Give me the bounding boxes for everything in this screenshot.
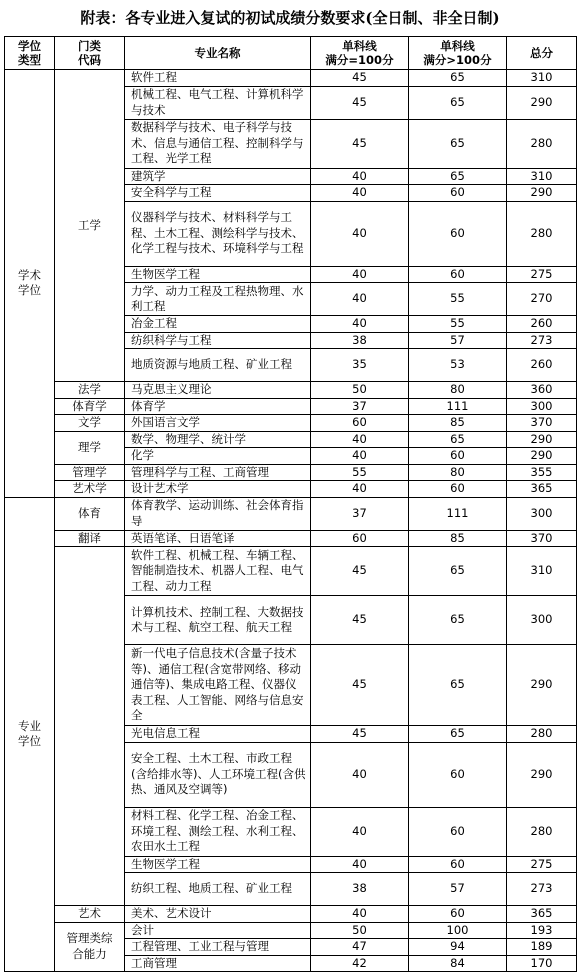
major-name-cell: 计算机技术、控制工程、大数据技术与工程、航空工程、航天工程 <box>125 596 311 645</box>
total-score-cell: 280 <box>507 201 577 266</box>
single-100-cell: 55 <box>311 464 409 481</box>
single-100-cell: 40 <box>311 283 409 316</box>
category-cell <box>55 547 125 906</box>
single-100-cell: 42 <box>311 955 409 972</box>
major-name-cell: 纺织工程、地质工程、矿业工程 <box>125 873 311 906</box>
major-name-cell: 马克思主义理论 <box>125 382 311 399</box>
single-100-cell: 40 <box>311 807 409 856</box>
header-single-100: 单科线 满分=100分 <box>311 37 409 70</box>
single-gt100-cell: 65 <box>409 86 507 119</box>
total-score-cell: 290 <box>507 86 577 119</box>
major-name-cell: 软件工程、机械工程、车辆工程、智能制造技术、机器人工程、电气工程、动力工程 <box>125 547 311 596</box>
single-100-cell: 40 <box>311 448 409 465</box>
single-gt100-cell: 80 <box>409 464 507 481</box>
major-name-cell: 管理科学与工程、工商管理 <box>125 464 311 481</box>
total-score-cell: 370 <box>507 415 577 432</box>
table-row <box>5 415 577 432</box>
total-score-cell: 365 <box>507 481 577 498</box>
single-100-cell: 40 <box>311 431 409 448</box>
single-100-cell: 50 <box>311 382 409 399</box>
single-gt100-cell: 65 <box>409 119 507 168</box>
single-100-cell: 45 <box>311 596 409 645</box>
single-100-cell: 38 <box>311 332 409 349</box>
header-category-code: 门类 代码 <box>55 37 125 70</box>
single-100-cell: 40 <box>311 316 409 333</box>
single-gt100-cell: 65 <box>409 726 507 743</box>
major-name-cell: 生物医学工程 <box>125 266 311 283</box>
single-100-cell: 37 <box>311 398 409 415</box>
total-score-cell: 300 <box>507 497 577 530</box>
single-gt100-cell: 60 <box>409 906 507 923</box>
single-100-cell: 40 <box>311 742 409 807</box>
total-score-cell: 310 <box>507 547 577 596</box>
major-name-cell: 力学、动力工程及工程热物理、水利工程 <box>125 283 311 316</box>
score-table <box>4 36 577 972</box>
category-cell: 体育 <box>55 497 125 530</box>
table-row <box>5 547 577 596</box>
page-title: 附表：各专业进入复试的初试成绩分数要求(全日制、非全日制) <box>80 9 500 27</box>
major-name-cell: 体育学 <box>125 398 311 415</box>
single-gt100-cell: 60 <box>409 201 507 266</box>
single-100-cell: 40 <box>311 168 409 185</box>
single-100-cell: 47 <box>311 939 409 956</box>
major-name-cell: 数学、物理学、统计学 <box>125 431 311 448</box>
single-gt100-cell: 60 <box>409 742 507 807</box>
single-gt100-cell: 111 <box>409 398 507 415</box>
single-100-cell: 40 <box>311 201 409 266</box>
total-score-cell: 280 <box>507 726 577 743</box>
major-name-cell: 生物医学工程 <box>125 856 311 873</box>
total-score-cell: 290 <box>507 431 577 448</box>
total-score-cell: 275 <box>507 856 577 873</box>
table-row <box>5 431 577 448</box>
single-gt100-cell: 111 <box>409 497 507 530</box>
single-100-cell: 60 <box>311 530 409 547</box>
single-gt100-cell: 65 <box>409 168 507 185</box>
major-name-cell: 工商管理 <box>125 955 311 972</box>
major-name-cell: 数据科学与技术、电子科学与技术、信息与通信工程、控制科学与工程、光学工程 <box>125 119 311 168</box>
single-100-cell: 45 <box>311 119 409 168</box>
table-row <box>5 530 577 547</box>
category-cell: 文学 <box>55 415 125 432</box>
total-score-cell: 275 <box>507 266 577 283</box>
major-name-cell: 美术、艺术设计 <box>125 906 311 923</box>
single-100-cell: 38 <box>311 873 409 906</box>
single-gt100-cell: 85 <box>409 415 507 432</box>
major-name-cell: 地质资源与地质工程、矿业工程 <box>125 349 311 382</box>
table-row <box>5 906 577 923</box>
header-total: 总分 <box>507 37 577 70</box>
degree-type-cell: 学术 学位 <box>5 70 55 498</box>
single-gt100-cell: 60 <box>409 856 507 873</box>
total-score-cell: 365 <box>507 906 577 923</box>
total-score-cell: 260 <box>507 316 577 333</box>
major-name-cell: 新一代电子信息技术(含量子技术等)、通信工程(含宽带网络、移动通信等)、集成电路工程、仪器仪表工程、人工智能、网络与信息安全 <box>125 645 311 726</box>
table-row <box>5 464 577 481</box>
major-name-cell: 外国语言文学 <box>125 415 311 432</box>
total-score-cell: 193 <box>507 922 577 939</box>
total-score-cell: 300 <box>507 596 577 645</box>
category-cell: 体育学 <box>55 398 125 415</box>
major-name-cell: 化学 <box>125 448 311 465</box>
single-100-cell: 60 <box>311 415 409 432</box>
category-cell: 艺术 <box>55 906 125 923</box>
header-major-name: 专业名称 <box>125 37 311 70</box>
major-name-cell: 会计 <box>125 922 311 939</box>
total-score-cell: 170 <box>507 955 577 972</box>
single-100-cell: 45 <box>311 726 409 743</box>
major-name-cell: 设计艺术学 <box>125 481 311 498</box>
major-name-cell: 建筑学 <box>125 168 311 185</box>
major-name-cell: 仪器科学与技术、材料科学与工程、土木工程、测绘科学与技术、化学工程与技术、环境科学与工程 <box>125 201 311 266</box>
single-gt100-cell: 65 <box>409 645 507 726</box>
table-row <box>5 497 577 530</box>
major-name-cell: 安全科学与工程 <box>125 185 311 202</box>
total-score-cell: 370 <box>507 530 577 547</box>
total-score-cell: 290 <box>507 448 577 465</box>
total-score-cell: 355 <box>507 464 577 481</box>
single-gt100-cell: 60 <box>409 448 507 465</box>
major-name-cell: 光电信息工程 <box>125 726 311 743</box>
header-degree-type: 学位 类型 <box>5 37 55 70</box>
table-row <box>5 70 577 87</box>
total-score-cell: 310 <box>507 168 577 185</box>
total-score-cell: 360 <box>507 382 577 399</box>
single-100-cell: 45 <box>311 70 409 87</box>
major-name-cell: 冶金工程 <box>125 316 311 333</box>
total-score-cell: 280 <box>507 807 577 856</box>
single-100-cell: 50 <box>311 922 409 939</box>
category-cell: 管理学 <box>55 464 125 481</box>
table-row <box>5 481 577 498</box>
single-gt100-cell: 84 <box>409 955 507 972</box>
single-gt100-cell: 65 <box>409 547 507 596</box>
major-name-cell: 软件工程 <box>125 70 311 87</box>
single-gt100-cell: 57 <box>409 873 507 906</box>
single-100-cell: 40 <box>311 185 409 202</box>
single-gt100-cell: 53 <box>409 349 507 382</box>
single-gt100-cell: 80 <box>409 382 507 399</box>
table-body <box>5 70 577 972</box>
single-gt100-cell: 100 <box>409 922 507 939</box>
single-gt100-cell: 85 <box>409 530 507 547</box>
category-cell: 法学 <box>55 382 125 399</box>
table-row <box>5 922 577 939</box>
total-score-cell: 280 <box>507 119 577 168</box>
header-single-gt100: 单科线 满分>100分 <box>409 37 507 70</box>
degree-type-cell: 专业 学位 <box>5 497 55 972</box>
single-gt100-cell: 55 <box>409 283 507 316</box>
single-gt100-cell: 60 <box>409 185 507 202</box>
total-score-cell: 290 <box>507 742 577 807</box>
table-row <box>5 398 577 415</box>
single-gt100-cell: 60 <box>409 807 507 856</box>
single-gt100-cell: 65 <box>409 431 507 448</box>
total-score-cell: 273 <box>507 873 577 906</box>
major-name-cell: 纺织科学与工程 <box>125 332 311 349</box>
major-name-cell: 机械工程、电气工程、计算机科学与技术 <box>125 86 311 119</box>
single-gt100-cell: 57 <box>409 332 507 349</box>
category-cell: 艺术学 <box>55 481 125 498</box>
single-gt100-cell: 65 <box>409 70 507 87</box>
major-name-cell: 体育教学、运动训练、社会体育指导 <box>125 497 311 530</box>
single-100-cell: 40 <box>311 906 409 923</box>
category-cell: 理学 <box>55 431 125 464</box>
single-100-cell: 40 <box>311 481 409 498</box>
total-score-cell: 310 <box>507 70 577 87</box>
single-100-cell: 40 <box>311 266 409 283</box>
major-name-cell: 安全工程、土木工程、市政工程(含给排水等)、人工环境工程(含供热、通风及空调等) <box>125 742 311 807</box>
single-gt100-cell: 55 <box>409 316 507 333</box>
single-gt100-cell: 94 <box>409 939 507 956</box>
total-score-cell: 270 <box>507 283 577 316</box>
score-table-container <box>4 36 576 972</box>
single-gt100-cell: 60 <box>409 266 507 283</box>
total-score-cell: 290 <box>507 645 577 726</box>
single-100-cell: 45 <box>311 645 409 726</box>
category-cell: 翻译 <box>55 530 125 547</box>
major-name-cell: 工程管理、工业工程与管理 <box>125 939 311 956</box>
category-cell: 管理类综 合能力 <box>55 922 125 972</box>
total-score-cell: 273 <box>507 332 577 349</box>
table-header-row <box>5 37 577 70</box>
single-100-cell: 35 <box>311 349 409 382</box>
total-score-cell: 260 <box>507 349 577 382</box>
major-name-cell: 英语笔译、日语笔译 <box>125 530 311 547</box>
single-gt100-cell: 65 <box>409 596 507 645</box>
total-score-cell: 189 <box>507 939 577 956</box>
category-cell: 工学 <box>55 70 125 382</box>
single-100-cell: 45 <box>311 547 409 596</box>
table-row <box>5 382 577 399</box>
single-gt100-cell: 60 <box>409 481 507 498</box>
major-name-cell: 材料工程、化学工程、冶金工程、环境工程、测绘工程、水利工程、农田水土工程 <box>125 807 311 856</box>
total-score-cell: 300 <box>507 398 577 415</box>
single-100-cell: 40 <box>311 856 409 873</box>
single-100-cell: 45 <box>311 86 409 119</box>
total-score-cell: 290 <box>507 185 577 202</box>
single-100-cell: 37 <box>311 497 409 530</box>
